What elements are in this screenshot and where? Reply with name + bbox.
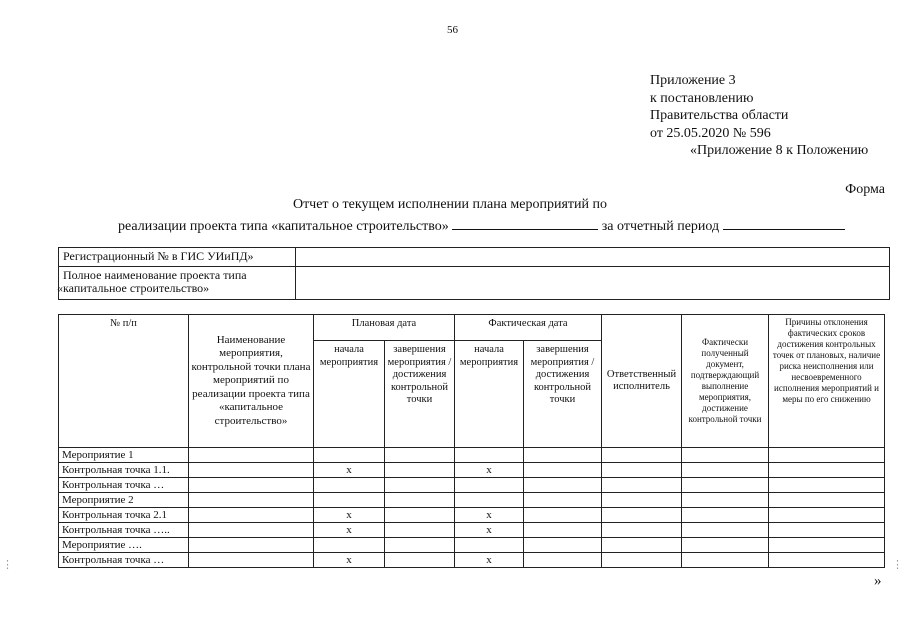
row-responsible [602, 523, 682, 538]
row-fact-start: х [455, 553, 524, 568]
header-plan-start: начала мероприятия [314, 341, 385, 448]
row-reasons [769, 508, 885, 523]
report-title-line-2 [118, 216, 845, 235]
row-label: Контрольная точка 2.1 [59, 508, 189, 523]
table-row [59, 478, 885, 493]
page-number: 56 [447, 24, 458, 36]
row-fact-start [455, 538, 524, 553]
header-num: № п/п [59, 315, 189, 448]
row-fact-start: х [455, 523, 524, 538]
row-responsible [602, 493, 682, 508]
report-table [58, 314, 885, 568]
row-plan-start: х [314, 523, 385, 538]
row-plan-end [385, 508, 455, 523]
row-name-cell [189, 493, 314, 508]
row-responsible [602, 478, 682, 493]
header-reasons: Причины отклонения фактических сроков достижения контрольных точек от плановых, наличие риска неисполнения или несвоевременного исполнения мероприятий и меры по его снижению [769, 315, 885, 448]
row-plan-start: х [314, 463, 385, 478]
row-plan-start: х [314, 553, 385, 568]
row-fact-start [455, 493, 524, 508]
table-row [59, 538, 885, 553]
registration-table [58, 247, 890, 300]
row-fact-end [524, 463, 602, 478]
report-table-body [59, 448, 885, 568]
appendix-line-2: к постановлению [650, 90, 754, 106]
row-reasons [769, 478, 885, 493]
row-fact-end [524, 493, 602, 508]
row-document [682, 523, 769, 538]
row-plan-start [314, 478, 385, 493]
header-plan-end: завершения мероприятия / достижения контрольной точки [385, 341, 455, 448]
row-name-cell [189, 478, 314, 493]
header-actual-date: Фактическая дата [455, 315, 602, 341]
header-fact-end: завершения мероприятия / достижения контрольной точки [524, 341, 602, 448]
row-label: Мероприятие …. [59, 538, 189, 553]
full-name-label-line-1: Полное наименование проекта типа [63, 268, 247, 282]
row-fact-start [455, 478, 524, 493]
row-plan-start [314, 538, 385, 553]
full-name-value-cell [296, 267, 890, 300]
row-label: Мероприятие 2 [59, 493, 189, 508]
row-document [682, 493, 769, 508]
row-plan-start: х [314, 508, 385, 523]
header-responsible: Ответственный исполнитель [602, 315, 682, 448]
row-fact-end [524, 538, 602, 553]
header-document: Фактически полученный документ, подтверждающий выполнение мероприятия, достижение контрольной точки [682, 315, 769, 448]
row-responsible [602, 463, 682, 478]
row-plan-end [385, 448, 455, 463]
row-responsible [602, 448, 682, 463]
row-plan-end [385, 478, 455, 493]
table-row [59, 508, 885, 523]
row-reasons [769, 463, 885, 478]
row-reasons [769, 448, 885, 463]
header-fact-start: начала мероприятия [455, 341, 524, 448]
row-document [682, 448, 769, 463]
row-name-cell [189, 538, 314, 553]
row-name-cell [189, 463, 314, 478]
row-document [682, 463, 769, 478]
row-plan-start [314, 493, 385, 508]
row-plan-end [385, 463, 455, 478]
row-fact-end [524, 508, 602, 523]
row-reasons [769, 493, 885, 508]
appendix-line-3: Правительства области [650, 108, 789, 123]
row-label: Контрольная точка 1.1. [59, 463, 189, 478]
table-row [59, 463, 885, 478]
appendix-line-4: от 25.05.2020 № 596 [650, 125, 771, 141]
report-title-line-1: Отчет о текущем исполнении плана мероприятий по [292, 197, 608, 212]
row-plan-end [385, 538, 455, 553]
row-reasons [769, 538, 885, 553]
row-document [682, 538, 769, 553]
row-fact-end [524, 523, 602, 538]
binding-marks [0, 558, 905, 578]
report-period-label: за отчетный период [601, 219, 720, 234]
table-row [59, 523, 885, 538]
closing-quote: » [874, 573, 882, 589]
row-label: Контрольная точка ….. [59, 523, 189, 538]
full-name-label [59, 267, 296, 300]
row-name-cell [189, 508, 314, 523]
row-plan-end [385, 493, 455, 508]
row-name-cell [189, 448, 314, 463]
row-fact-end [524, 448, 602, 463]
appendix-line-1: Приложение 3 [650, 73, 736, 88]
left-binding-mark: ⋮ [2, 559, 13, 571]
table-row [59, 493, 885, 508]
row-label: Контрольная точка … [59, 553, 189, 568]
row-reasons [769, 523, 885, 538]
header-name: Наименование мероприятия, контрольной точки плана мероприятий по реализации проекта типа «капитальное строительство» [189, 315, 314, 448]
row-document [682, 478, 769, 493]
header-planned-date: Плановая дата [314, 315, 455, 341]
row-plan-end [385, 523, 455, 538]
row-plan-start [314, 448, 385, 463]
full-name-label-line-2: «капитальное строительство» [57, 281, 210, 295]
row-label: Мероприятие 1 [59, 448, 189, 463]
row-fact-start: х [455, 463, 524, 478]
row-responsible [602, 538, 682, 553]
row-label: Контрольная точка … [59, 478, 189, 493]
row-fact-end [524, 478, 602, 493]
appendix-line-5: «Приложение 8 к Положению [690, 143, 869, 158]
row-document [682, 508, 769, 523]
row-fact-start [455, 448, 524, 463]
reg-number-value-cell [296, 248, 890, 267]
appendix-block [650, 72, 868, 160]
row-name-cell [189, 523, 314, 538]
reg-number-label: Регистрационный № в ГИС УИиПД» [59, 248, 296, 267]
right-binding-mark: ⋮ [892, 559, 903, 571]
table-row [59, 448, 885, 463]
project-name-blank [452, 216, 598, 230]
period-blank [723, 216, 845, 230]
row-responsible [602, 508, 682, 523]
row-fact-start: х [455, 508, 524, 523]
form-label: Форма [845, 182, 885, 197]
report-title-prefix: реализации проекта типа «капитальное строительство» [118, 219, 449, 234]
